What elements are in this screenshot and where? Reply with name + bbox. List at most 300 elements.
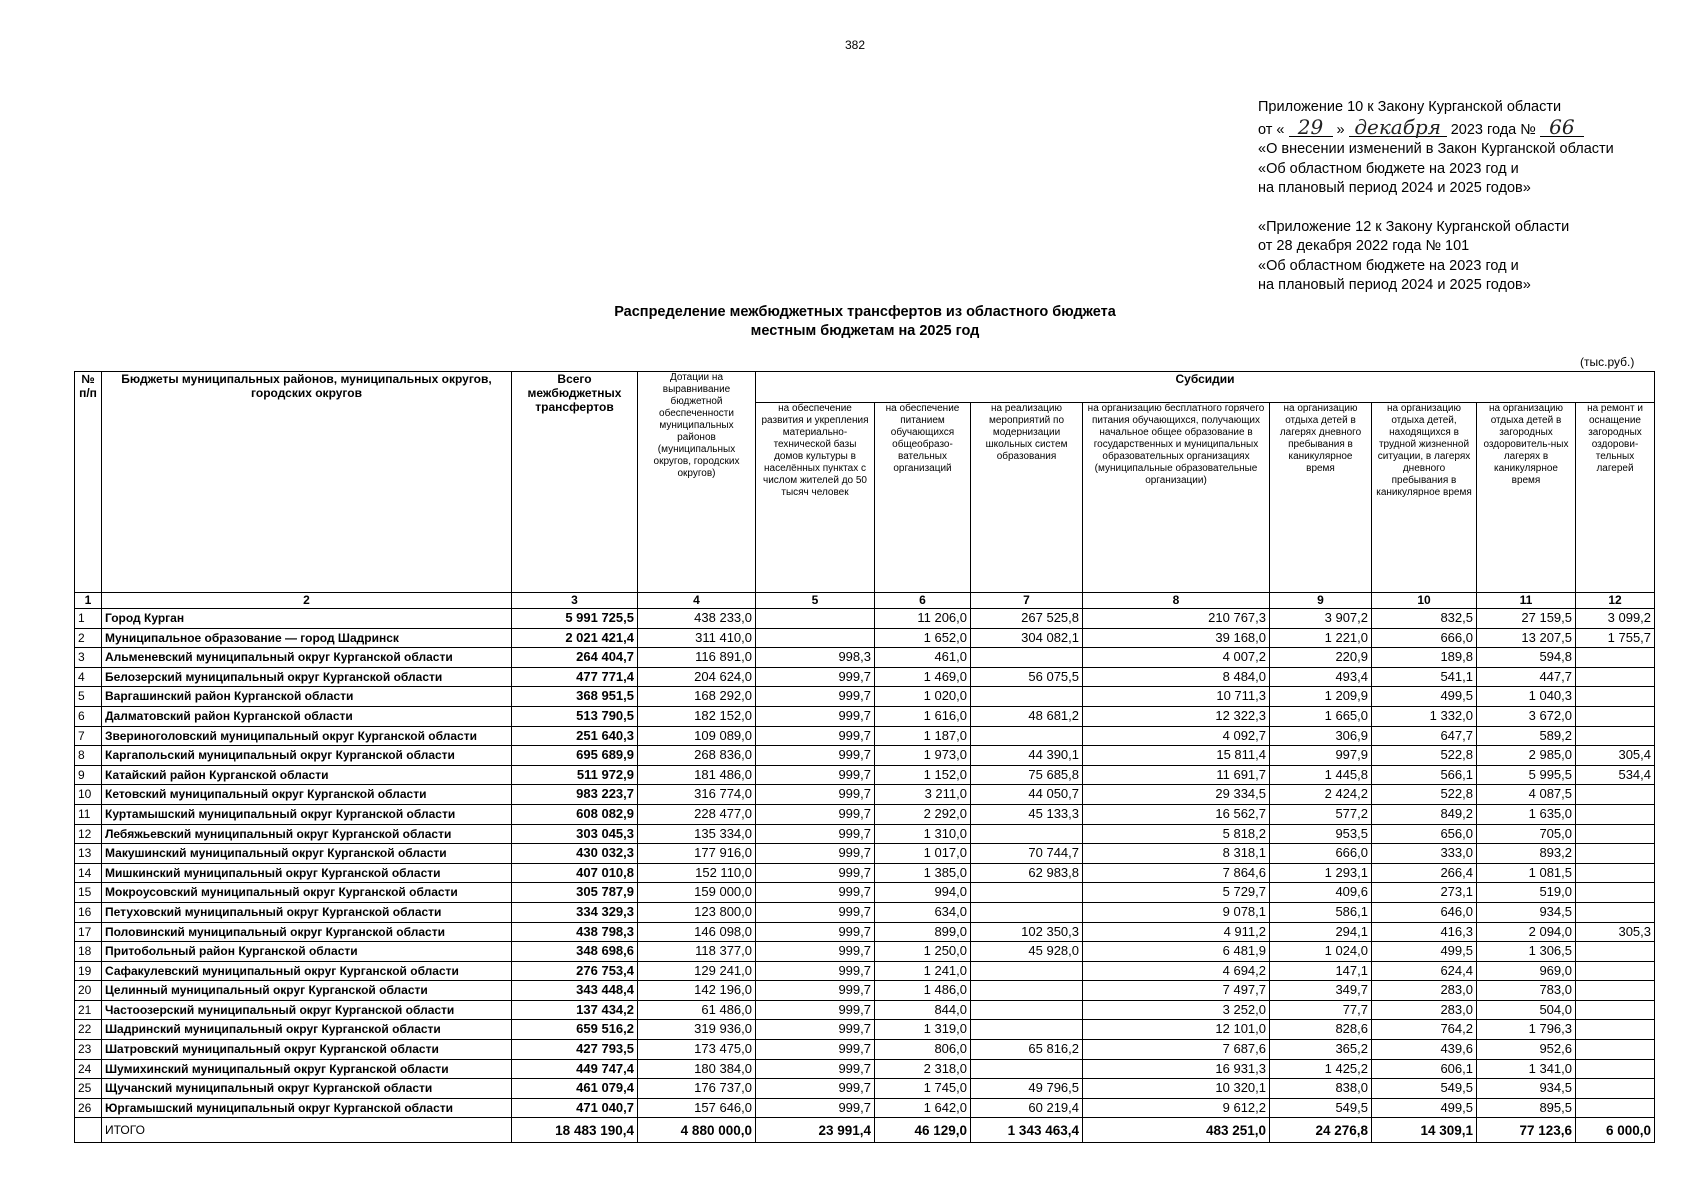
subsidy-day-camps: 549,5 bbox=[1270, 1098, 1372, 1118]
subsidy-country-camps: 447,7 bbox=[1477, 667, 1576, 687]
dotation: 173 475,0 bbox=[638, 1040, 756, 1060]
subsidy-hot-meals: 12 101,0 bbox=[1083, 1020, 1270, 1040]
subsidy-camp-repair: 3 099,2 bbox=[1576, 609, 1655, 629]
subsidy-hot-meals: 4 911,2 bbox=[1083, 922, 1270, 942]
subsidy-day-camps: 493,4 bbox=[1270, 667, 1372, 687]
total-transfers: 305 787,9 bbox=[512, 883, 638, 903]
title-line-1: Распределение межбюджетных трансфертов из областного бюджета bbox=[614, 304, 1116, 320]
subsidy-day-camps: 1 209,9 bbox=[1270, 687, 1372, 707]
row-number: 6 bbox=[75, 706, 102, 726]
subsidy-day-camps: 586,1 bbox=[1270, 902, 1372, 922]
table-row bbox=[75, 1000, 1655, 1020]
subsidy-hardship-camps: 499,5 bbox=[1372, 1098, 1477, 1118]
row-number: 7 bbox=[75, 726, 102, 746]
column-number-row bbox=[75, 593, 1655, 609]
subsidy-modernization: 70 744,7 bbox=[971, 844, 1083, 864]
handwritten-month: декабря bbox=[1349, 118, 1447, 137]
total-transfers: 303 045,3 bbox=[512, 824, 638, 844]
subsidy-hot-meals: 11 691,7 bbox=[1083, 765, 1270, 785]
subsidy-modernization bbox=[971, 902, 1083, 922]
appendix-line: Приложение 10 к Закону Курганской области bbox=[1258, 99, 1562, 115]
row-number: 15 bbox=[75, 883, 102, 903]
appendix-line: на плановый период 2024 и 2025 годов» bbox=[1258, 180, 1531, 196]
subsidy-hardship-camps: 764,2 bbox=[1372, 1020, 1477, 1040]
column-number: 12 bbox=[1576, 593, 1655, 609]
subsidy-hot-meals: 8 484,0 bbox=[1083, 667, 1270, 687]
column-number: 9 bbox=[1270, 593, 1372, 609]
dotation: 157 646,0 bbox=[638, 1098, 756, 1118]
subsidy-culture: 999,7 bbox=[756, 1079, 875, 1099]
subsidy-culture: 999,7 bbox=[756, 765, 875, 785]
subsidy-hardship-camps: 522,8 bbox=[1372, 785, 1477, 805]
header-subsidy-hardship-camps: на организацию отдыха детей, находящихся в трудной жизненной ситуации, в лагерях дневного пребывания в каникулярное время bbox=[1372, 403, 1477, 593]
subsidy-hardship-camps: 647,7 bbox=[1372, 726, 1477, 746]
subsidy-culture: 999,7 bbox=[756, 785, 875, 805]
row-number: 3 bbox=[75, 648, 102, 668]
subsidy-culture: 999,7 bbox=[756, 942, 875, 962]
subsidy-camp-repair bbox=[1576, 1079, 1655, 1099]
subsidy-camp-repair bbox=[1576, 1000, 1655, 1020]
subsidy-hardship-camps: 549,5 bbox=[1372, 1079, 1477, 1099]
subsidy-hardship-camps: 666,0 bbox=[1372, 628, 1477, 648]
subsidy-modernization bbox=[971, 1000, 1083, 1020]
total-transfers: 137 434,2 bbox=[512, 1000, 638, 1020]
subsidy-modernization bbox=[971, 824, 1083, 844]
subsidy-camp-repair bbox=[1576, 883, 1655, 903]
subsidy-day-camps: 147,1 bbox=[1270, 961, 1372, 981]
dotation: 438 233,0 bbox=[638, 609, 756, 629]
column-number: 10 bbox=[1372, 593, 1477, 609]
subsidy-culture: 999,7 bbox=[756, 1059, 875, 1079]
subsidy-meals: 11 206,0 bbox=[875, 609, 971, 629]
table-row bbox=[75, 1059, 1655, 1079]
subsidy-country-camps: 1 635,0 bbox=[1477, 804, 1576, 824]
dotation: 316 774,0 bbox=[638, 785, 756, 805]
subsidy-hardship-camps: 499,5 bbox=[1372, 942, 1477, 962]
row-number: 4 bbox=[75, 667, 102, 687]
subsidy-modernization: 102 350,3 bbox=[971, 922, 1083, 942]
column-number: 2 bbox=[102, 593, 512, 609]
subsidy-culture: 999,7 bbox=[756, 883, 875, 903]
dotation: 319 936,0 bbox=[638, 1020, 756, 1040]
appendix-date-line bbox=[1258, 114, 1678, 141]
appendix-line: «Об областном бюджете на 2023 год и bbox=[1258, 160, 1519, 177]
table-row bbox=[75, 844, 1655, 864]
appendix-date-prefix: от « bbox=[1258, 121, 1285, 138]
subsidy-modernization bbox=[971, 981, 1083, 1001]
subsidy-modernization bbox=[971, 726, 1083, 746]
subsidy-day-camps: 1 445,8 bbox=[1270, 765, 1372, 785]
subsidy-country-camps: 1 796,3 bbox=[1477, 1020, 1576, 1040]
column-number: 5 bbox=[756, 593, 875, 609]
subsidy-culture: 999,7 bbox=[756, 687, 875, 707]
subsidy-hardship-camps: 333,0 bbox=[1372, 844, 1477, 864]
row-number: 8 bbox=[75, 746, 102, 766]
dotation: 109 089,0 bbox=[638, 726, 756, 746]
subsidy-day-camps: 666,0 bbox=[1270, 844, 1372, 864]
subsidy-day-camps: 294,1 bbox=[1270, 922, 1372, 942]
subsidy-meals: 994,0 bbox=[875, 883, 971, 903]
subsidy-modernization: 62 983,8 bbox=[971, 863, 1083, 883]
dotation: 4 880 000,0 bbox=[638, 1118, 756, 1143]
subsidy-modernization: 45 928,0 bbox=[971, 942, 1083, 962]
total-transfers: 430 032,3 bbox=[512, 844, 638, 864]
subsidy-country-camps: 504,0 bbox=[1477, 1000, 1576, 1020]
dotation: 61 486,0 bbox=[638, 1000, 756, 1020]
total-transfers: 251 640,3 bbox=[512, 726, 638, 746]
subsidy-hot-meals: 7 497,7 bbox=[1083, 981, 1270, 1001]
subsidy-country-camps: 13 207,5 bbox=[1477, 628, 1576, 648]
total-transfers: 334 329,3 bbox=[512, 902, 638, 922]
total-transfers: 264 404,7 bbox=[512, 648, 638, 668]
subsidy-hot-meals: 483 251,0 bbox=[1083, 1118, 1270, 1143]
subsidy-day-camps: 828,6 bbox=[1270, 1020, 1372, 1040]
subsidy-day-camps: 838,0 bbox=[1270, 1079, 1372, 1099]
subsidy-camp-repair bbox=[1576, 1059, 1655, 1079]
subsidy-hardship-camps: 832,5 bbox=[1372, 609, 1477, 629]
subsidy-culture: 23 991,4 bbox=[756, 1118, 875, 1143]
subsidy-country-camps: 1 081,5 bbox=[1477, 863, 1576, 883]
appendix-line: на плановый период 2024 и 2025 годов» bbox=[1258, 277, 1531, 293]
budget-name: Юргамышский муниципальный округ Курганской области bbox=[102, 1098, 512, 1118]
subsidy-hot-meals: 16 931,3 bbox=[1083, 1059, 1270, 1079]
table-row bbox=[75, 902, 1655, 922]
subsidy-culture: 999,7 bbox=[756, 804, 875, 824]
header-subsidy-country-camps: на организацию отдыха детей в загородных оздоровитель-ных лагерях в каникулярное время bbox=[1477, 403, 1576, 593]
header-subsidies: Субсидии bbox=[756, 372, 1655, 403]
subsidy-day-camps: 2 424,2 bbox=[1270, 785, 1372, 805]
subsidy-meals: 1 319,0 bbox=[875, 1020, 971, 1040]
table-row bbox=[75, 687, 1655, 707]
subsidy-meals: 1 250,0 bbox=[875, 942, 971, 962]
subsidy-culture: 999,7 bbox=[756, 902, 875, 922]
subsidy-meals: 1 187,0 bbox=[875, 726, 971, 746]
column-number: 4 bbox=[638, 593, 756, 609]
subsidy-country-camps: 2 094,0 bbox=[1477, 922, 1576, 942]
budget-name: Половинский муниципальный округ Курганской области bbox=[102, 922, 512, 942]
subsidy-day-camps: 409,6 bbox=[1270, 883, 1372, 903]
subsidy-meals: 844,0 bbox=[875, 1000, 971, 1020]
budget-name: ИТОГО bbox=[102, 1118, 512, 1143]
dotation: 228 477,0 bbox=[638, 804, 756, 824]
subsidy-meals: 1 616,0 bbox=[875, 706, 971, 726]
subsidy-culture: 999,7 bbox=[756, 726, 875, 746]
total-transfers: 5 991 725,5 bbox=[512, 609, 638, 629]
subsidy-country-camps: 3 672,0 bbox=[1477, 706, 1576, 726]
subsidy-culture: 999,7 bbox=[756, 824, 875, 844]
appendix-line: «О внесении изменений в Закон Курганской области bbox=[1258, 141, 1614, 157]
row-number: 26 bbox=[75, 1098, 102, 1118]
subsidy-country-camps: 4 087,5 bbox=[1477, 785, 1576, 805]
subsidy-country-camps: 969,0 bbox=[1477, 961, 1576, 981]
row-number: 13 bbox=[75, 844, 102, 864]
subsidy-hot-meals: 6 481,9 bbox=[1083, 942, 1270, 962]
dotation: 168 292,0 bbox=[638, 687, 756, 707]
table-row bbox=[75, 1040, 1655, 1060]
appendix-date-year: 2023 года № bbox=[1450, 121, 1536, 138]
budget-name: Шумихинский муниципальный округ Курганской области bbox=[102, 1059, 512, 1079]
budget-name: Притобольный район Курганской области bbox=[102, 942, 512, 962]
subsidy-culture: 999,7 bbox=[756, 706, 875, 726]
row-number: 18 bbox=[75, 942, 102, 962]
subsidy-camp-repair bbox=[1576, 844, 1655, 864]
row-number: 16 bbox=[75, 902, 102, 922]
dotation: 118 377,0 bbox=[638, 942, 756, 962]
subsidy-country-camps: 893,2 bbox=[1477, 844, 1576, 864]
row-number: 24 bbox=[75, 1059, 102, 1079]
subsidy-hardship-camps: 522,8 bbox=[1372, 746, 1477, 766]
subsidy-hot-meals: 10 320,1 bbox=[1083, 1079, 1270, 1099]
row-number: 14 bbox=[75, 863, 102, 883]
dotation: 123 800,0 bbox=[638, 902, 756, 922]
table-row bbox=[75, 922, 1655, 942]
subsidy-country-camps: 2 985,0 bbox=[1477, 746, 1576, 766]
row-number: 1 bbox=[75, 609, 102, 629]
subsidy-meals: 1 017,0 bbox=[875, 844, 971, 864]
dotation: 177 916,0 bbox=[638, 844, 756, 864]
total-transfers: 695 689,9 bbox=[512, 746, 638, 766]
subsidy-culture: 999,7 bbox=[756, 1000, 875, 1020]
subsidy-culture: 999,7 bbox=[756, 844, 875, 864]
subsidy-day-camps: 997,9 bbox=[1270, 746, 1372, 766]
header-dotation: Дотации на выравнивание бюджетной обеспеченности муниципальных районов (муниципальных округов, городских округов) bbox=[638, 372, 756, 593]
budget-name: Сафакулевский муниципальный округ Курганской области bbox=[102, 961, 512, 981]
column-number: 3 bbox=[512, 593, 638, 609]
total-row bbox=[75, 1118, 1655, 1143]
subsidy-modernization: 44 390,1 bbox=[971, 746, 1083, 766]
row-number: 19 bbox=[75, 961, 102, 981]
handwritten-day: 29 bbox=[1289, 118, 1333, 137]
subsidy-day-camps: 1 221,0 bbox=[1270, 628, 1372, 648]
table-row bbox=[75, 628, 1655, 648]
total-transfers: 477 771,4 bbox=[512, 667, 638, 687]
subsidy-meals: 634,0 bbox=[875, 902, 971, 922]
dotation: 146 098,0 bbox=[638, 922, 756, 942]
subsidy-meals: 46 129,0 bbox=[875, 1118, 971, 1143]
row-number: 23 bbox=[75, 1040, 102, 1060]
subsidy-camp-repair bbox=[1576, 1040, 1655, 1060]
budget-name: Частоозерский муниципальный округ Курганской области bbox=[102, 1000, 512, 1020]
subsidy-meals: 1 642,0 bbox=[875, 1098, 971, 1118]
budget-name: Белозерский муниципальный округ Курганской области bbox=[102, 667, 512, 687]
budget-name: Шатровский муниципальный округ Курганской области bbox=[102, 1040, 512, 1060]
subsidy-hardship-camps: 499,5 bbox=[1372, 687, 1477, 707]
table-row bbox=[75, 746, 1655, 766]
subsidy-hot-meals: 210 767,3 bbox=[1083, 609, 1270, 629]
subsidy-country-camps: 952,6 bbox=[1477, 1040, 1576, 1060]
subsidy-modernization: 60 219,4 bbox=[971, 1098, 1083, 1118]
subsidy-modernization bbox=[971, 961, 1083, 981]
subsidy-meals: 1 745,0 bbox=[875, 1079, 971, 1099]
header-subsidy-modernization: на реализацию мероприятий по модернизации школьных систем образования bbox=[971, 403, 1083, 593]
subsidy-culture: 999,7 bbox=[756, 922, 875, 942]
subsidy-camp-repair: 1 755,7 bbox=[1576, 628, 1655, 648]
handwritten-number: 66 bbox=[1540, 118, 1584, 137]
title-line-2: местным бюджетам на 2025 год bbox=[750, 323, 980, 339]
budget-name: Варгашинский район Курганской области bbox=[102, 687, 512, 707]
subsidy-country-camps: 27 159,5 bbox=[1477, 609, 1576, 629]
dotation: 135 334,0 bbox=[638, 824, 756, 844]
subsidy-country-camps: 77 123,6 bbox=[1477, 1118, 1576, 1143]
subsidy-culture: 999,7 bbox=[756, 863, 875, 883]
subsidy-hardship-camps: 283,0 bbox=[1372, 981, 1477, 1001]
subsidy-hot-meals: 5 729,7 bbox=[1083, 883, 1270, 903]
subsidy-meals: 899,0 bbox=[875, 922, 971, 942]
appendix-line: «Об областном бюджете на 2023 год и bbox=[1258, 257, 1519, 274]
subsidy-modernization: 75 685,8 bbox=[971, 765, 1083, 785]
subsidy-camp-repair bbox=[1576, 726, 1655, 746]
subsidy-hot-meals: 8 318,1 bbox=[1083, 844, 1270, 864]
subsidy-meals: 1 385,0 bbox=[875, 863, 971, 883]
row-number: 21 bbox=[75, 1000, 102, 1020]
row-number: 25 bbox=[75, 1079, 102, 1099]
budget-name: Целинный муниципальный округ Курганской области bbox=[102, 981, 512, 1001]
subsidy-meals: 2 318,0 bbox=[875, 1059, 971, 1079]
subsidy-hardship-camps: 189,8 bbox=[1372, 648, 1477, 668]
subsidy-day-camps: 1 293,1 bbox=[1270, 863, 1372, 883]
subsidy-hot-meals: 39 168,0 bbox=[1083, 628, 1270, 648]
subsidy-country-camps: 5 995,5 bbox=[1477, 765, 1576, 785]
header-subsidy-hot-meals: на организацию бесплатного горячего питания обучающихся, получающих начальное общее образование в государственных и муниципальных образовательных организациях (муниципальные образовательные организации) bbox=[1083, 403, 1270, 593]
total-transfers: 427 793,5 bbox=[512, 1040, 638, 1060]
table-row bbox=[75, 804, 1655, 824]
table-row bbox=[75, 609, 1655, 629]
dotation: 180 384,0 bbox=[638, 1059, 756, 1079]
budget-name: Муниципальное образование — город Шадринск bbox=[102, 628, 512, 648]
table-row bbox=[75, 1020, 1655, 1040]
table-row bbox=[75, 785, 1655, 805]
subsidy-hardship-camps: 624,4 bbox=[1372, 961, 1477, 981]
subsidy-hot-meals: 4 007,2 bbox=[1083, 648, 1270, 668]
appendix-block bbox=[1258, 98, 1678, 296]
subsidy-country-camps: 594,8 bbox=[1477, 648, 1576, 668]
subsidy-day-camps: 77,7 bbox=[1270, 1000, 1372, 1020]
budget-name: Кетовский муниципальный округ Курганской области bbox=[102, 785, 512, 805]
subsidy-hardship-camps: 656,0 bbox=[1372, 824, 1477, 844]
subsidy-day-camps: 306,9 bbox=[1270, 726, 1372, 746]
total-transfers: 511 972,9 bbox=[512, 765, 638, 785]
subsidy-camp-repair bbox=[1576, 687, 1655, 707]
row-number: 12 bbox=[75, 824, 102, 844]
subsidy-culture: 999,7 bbox=[756, 667, 875, 687]
header-num: № п/п bbox=[75, 372, 102, 593]
subsidy-day-camps: 24 276,8 bbox=[1270, 1118, 1372, 1143]
budget-name: Макушинский муниципальный округ Курганской области bbox=[102, 844, 512, 864]
subsidy-meals: 1 241,0 bbox=[875, 961, 971, 981]
total-transfers: 461 079,4 bbox=[512, 1079, 638, 1099]
subsidy-culture: 999,7 bbox=[756, 1098, 875, 1118]
row-number: 9 bbox=[75, 765, 102, 785]
subsidy-culture: 999,7 bbox=[756, 981, 875, 1001]
table-row bbox=[75, 706, 1655, 726]
budget-name: Мокроусовский муниципальный округ Курганской области bbox=[102, 883, 512, 903]
table-row bbox=[75, 981, 1655, 1001]
total-transfers: 348 698,6 bbox=[512, 942, 638, 962]
subsidy-hot-meals: 29 334,5 bbox=[1083, 785, 1270, 805]
subsidy-camp-repair bbox=[1576, 863, 1655, 883]
subsidy-hardship-camps: 541,1 bbox=[1372, 667, 1477, 687]
subsidy-meals: 461,0 bbox=[875, 648, 971, 668]
subsidy-camp-repair bbox=[1576, 1098, 1655, 1118]
table-body bbox=[75, 593, 1655, 1143]
column-number: 6 bbox=[875, 593, 971, 609]
subsidy-day-camps: 365,2 bbox=[1270, 1040, 1372, 1060]
appendix-line: от 28 декабря 2022 года № 101 bbox=[1258, 238, 1470, 254]
subsidy-meals: 1 310,0 bbox=[875, 824, 971, 844]
appendix-line: «Приложение 12 к Закону Курганской области bbox=[1258, 218, 1570, 235]
subsidy-hardship-camps: 416,3 bbox=[1372, 922, 1477, 942]
table-row bbox=[75, 961, 1655, 981]
subsidy-camp-repair bbox=[1576, 667, 1655, 687]
subsidy-hot-meals: 4 694,2 bbox=[1083, 961, 1270, 981]
subsidy-day-camps: 349,7 bbox=[1270, 981, 1372, 1001]
header-subsidy-culture: на обеспечение развития и укрепления материально-технической базы домов культуры в населённых пунктах с числом жителей до 50 тысяч человек bbox=[756, 403, 875, 593]
subsidy-day-camps: 3 907,2 bbox=[1270, 609, 1372, 629]
subsidy-camp-repair: 534,4 bbox=[1576, 765, 1655, 785]
subsidy-day-camps: 1 425,2 bbox=[1270, 1059, 1372, 1079]
subsidy-country-camps: 1 306,5 bbox=[1477, 942, 1576, 962]
subsidy-meals: 2 292,0 bbox=[875, 804, 971, 824]
subsidy-hardship-camps: 1 332,0 bbox=[1372, 706, 1477, 726]
subsidy-camp-repair bbox=[1576, 824, 1655, 844]
table-row bbox=[75, 883, 1655, 903]
table-row bbox=[75, 1079, 1655, 1099]
row-number: 20 bbox=[75, 981, 102, 1001]
budget-name: Каргапольский муниципальный округ Курганской области bbox=[102, 746, 512, 766]
dotation: 129 241,0 bbox=[638, 961, 756, 981]
subsidy-hardship-camps: 283,0 bbox=[1372, 1000, 1477, 1020]
budget-name: Щучанский муниципальный округ Курганской области bbox=[102, 1079, 512, 1099]
budget-name: Далматовский район Курганской области bbox=[102, 706, 512, 726]
subsidy-hardship-camps: 606,1 bbox=[1372, 1059, 1477, 1079]
budget-name: Город Курган bbox=[102, 609, 512, 629]
subsidy-country-camps: 1 341,0 bbox=[1477, 1059, 1576, 1079]
subsidy-camp-repair bbox=[1576, 804, 1655, 824]
budget-name: Мишкинский муниципальный округ Курганской области bbox=[102, 863, 512, 883]
subsidy-hardship-camps: 566,1 bbox=[1372, 765, 1477, 785]
budget-name: Альменевский муниципальный округ Курганской области bbox=[102, 648, 512, 668]
total-transfers: 407 010,8 bbox=[512, 863, 638, 883]
total-transfers: 608 082,9 bbox=[512, 804, 638, 824]
total-transfers: 983 223,7 bbox=[512, 785, 638, 805]
column-number: 11 bbox=[1477, 593, 1576, 609]
row-number bbox=[75, 1118, 102, 1143]
subsidy-hardship-camps: 273,1 bbox=[1372, 883, 1477, 903]
subsidy-modernization: 44 050,7 bbox=[971, 785, 1083, 805]
subsidy-hot-meals: 9 612,2 bbox=[1083, 1098, 1270, 1118]
units-label: (тыс.руб.) bbox=[1580, 355, 1635, 369]
document-title bbox=[560, 303, 1170, 341]
subsidy-modernization bbox=[971, 883, 1083, 903]
dotation: 142 196,0 bbox=[638, 981, 756, 1001]
subsidy-culture: 999,7 bbox=[756, 961, 875, 981]
subsidy-meals: 806,0 bbox=[875, 1040, 971, 1060]
subsidy-hot-meals: 15 811,4 bbox=[1083, 746, 1270, 766]
budget-name: Петуховский муниципальный округ Курганской области bbox=[102, 902, 512, 922]
budget-name: Куртамышский муниципальный округ Курганской области bbox=[102, 804, 512, 824]
subsidy-country-camps: 589,2 bbox=[1477, 726, 1576, 746]
row-number: 22 bbox=[75, 1020, 102, 1040]
header-subsidy-meals: на обеспечение питанием обучающихся общеобразо-вательных организаций bbox=[875, 403, 971, 593]
subsidy-modernization: 65 816,2 bbox=[971, 1040, 1083, 1060]
subsidy-camp-repair: 6 000,0 bbox=[1576, 1118, 1655, 1143]
subsidy-hot-meals: 16 562,7 bbox=[1083, 804, 1270, 824]
subsidy-meals: 1 973,0 bbox=[875, 746, 971, 766]
subsidy-modernization: 45 133,3 bbox=[971, 804, 1083, 824]
subsidy-culture bbox=[756, 628, 875, 648]
subsidy-country-camps: 705,0 bbox=[1477, 824, 1576, 844]
subsidy-culture: 999,7 bbox=[756, 1040, 875, 1060]
